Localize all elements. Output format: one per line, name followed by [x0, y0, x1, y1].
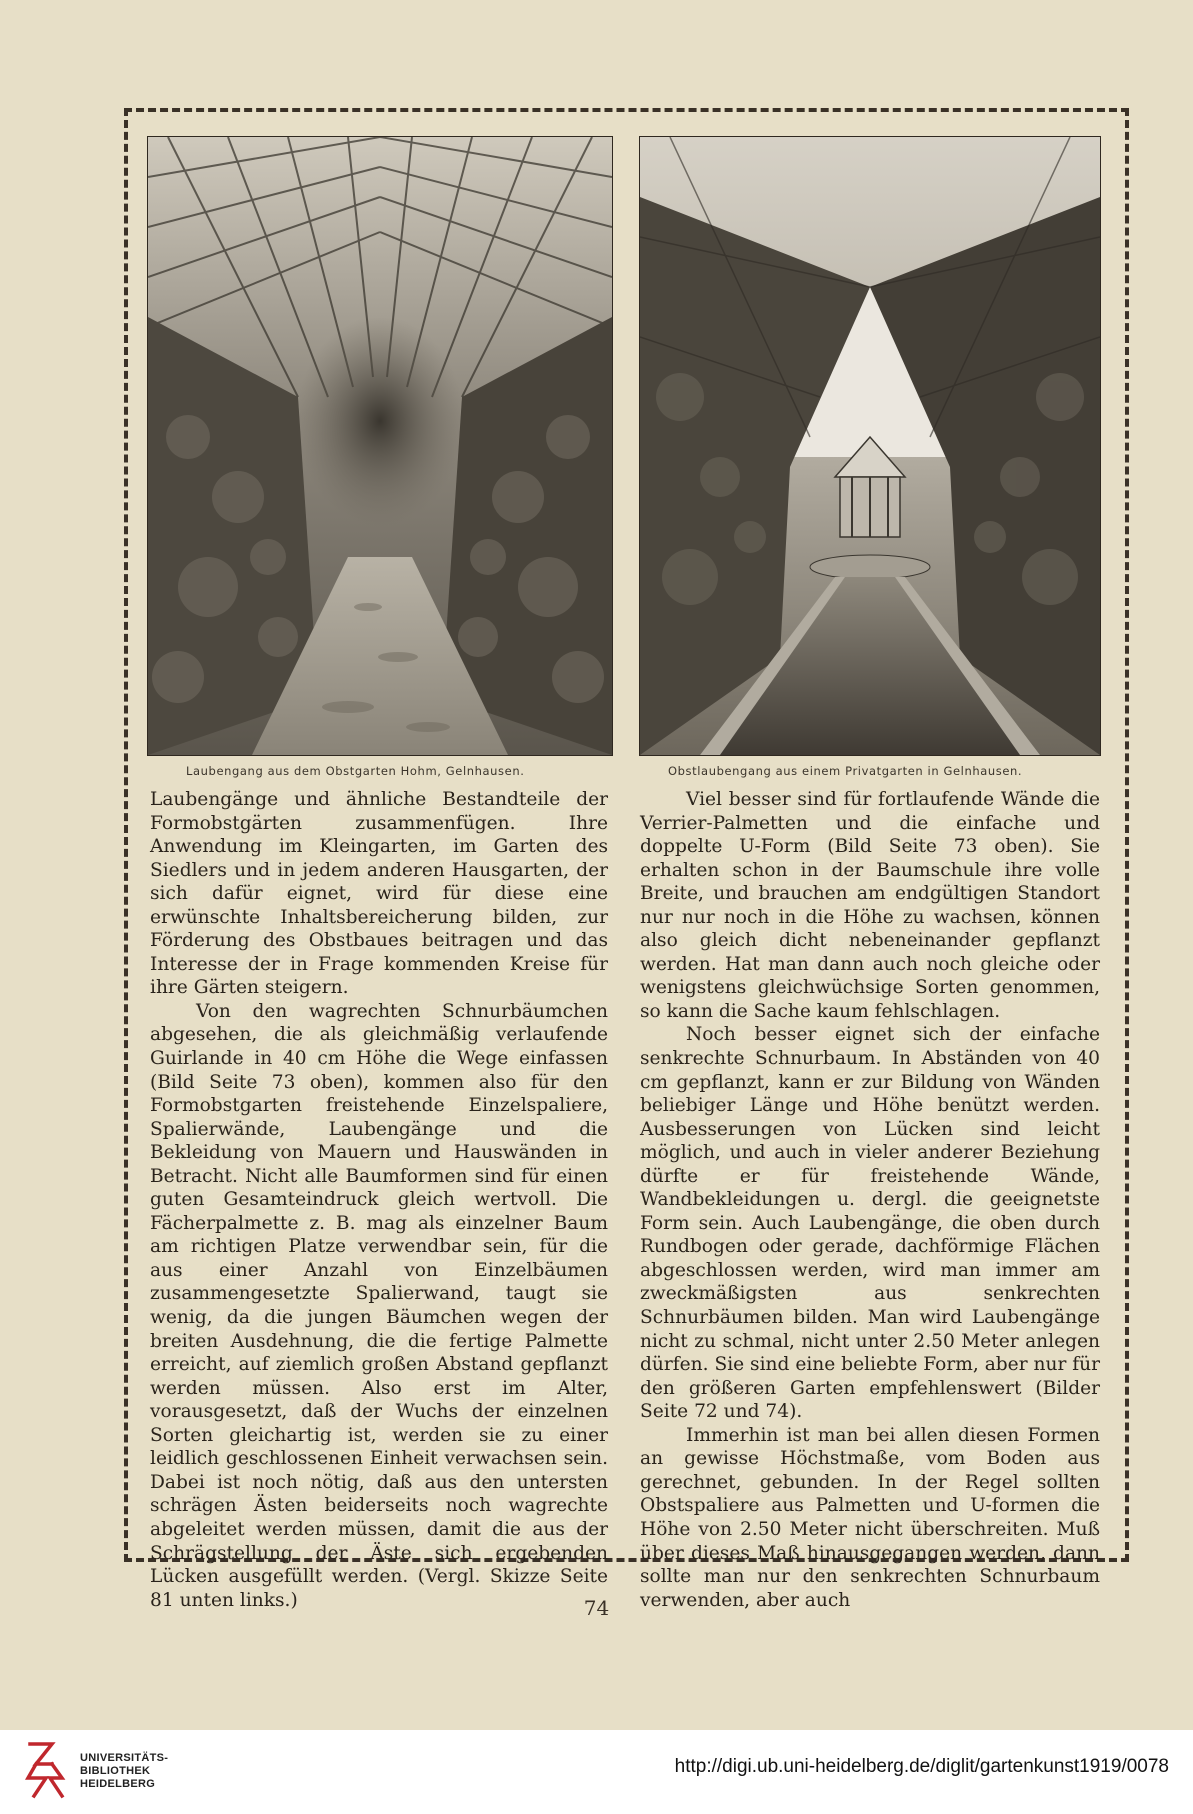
caption-right-photo: Obstlaubengang aus einem Privatgarten in Gelnhausen. — [668, 764, 1023, 778]
paragraph: Viel besser sind für fortlaufende Wände die Verrier-Palmetten und die einfache und doppelte U-Form (Bild Seite 73 oben). Sie erhalten schon in der Baumschule ihre volle Breite, und brauchen am endgültigen Standort nur nur noch in die Höhe zu wachsen, können also gleich dicht nebeneinander gepflanzt werden. Hat man dann auch noch gleiche oder wenigstens gleichwüchsige Sorten genommen, so kann die Sache kaum fehlschlagen. — [640, 789, 1100, 1022]
paragraph: Von den wagrechten Schnurbäumchen abgesehen, die als gleichmäßig verlaufende Guirlande in 40 cm Höhe die Wege einfassen (Bild Seite 73 oben), kommen also für den Formobstgarten freistehende Einzelspaliere, Spalierwände, Laubengänge und die Bekleidung von Mauern und Hauswänden in Betracht. Nicht alle Baumformen sind für einen guten Gesamteindruck gleich wertvoll. Die Fächerpalmette z. B. mag als einzelner Baum am richtigen Platze verwendbar sein, für die aus einer Anzahl von Einzelbäumen zusammengesetzte Spalierwand, taugt sie wenig, da die jungen Bäumchen wegen der breiten Ausdehnung, die die fertige Palmette erreicht, auf ziemlich großen Abstand gepflanzt werden müssen. Also erst im Alter, vorausgesetzt, daß der Wuchs der einzelnen Sorten gleichartig ist, werden sie zu einer leidlich geschlossenen Einheit verwachsen sein. Dabei ist noch nötig, daß aus den untersten schrägen Ästen beiderseits noch wagrechte abgeleitet werden müssen, damit die aus der Schrägstellung der Äste sich ergebenden Lücken ausgefüllt werden. (Vergl. Skizze Seite 81 unten links.) — [150, 1000, 608, 1611]
university-library-logo-icon — [22, 1738, 72, 1802]
paragraph: Noch besser eignet sich der einfache senkrechte Schnurbaum. In Abständen von 40 cm gepflanzt, kann er zur Bildung von Wänden beliebiger Länge und Höhe benützt werden. Ausbesserungen von Lücken sind leicht möglich, und auch in vieler anderer Beziehung dürfte er für freistehende Wände, Wandbekleidungen u. dergl. die geeignetste Form sein. Auch Laubengänge, die oben durch Rundbogen oder gerade, dachförmige Flächen abgeschlossen werden, wird man immer am zweckmäßigsten aus senkrechten Schnurbäumen bilden. Man wird Laubengänge nicht zu schmal, nicht unter 2.50 Meter anlegen dürfen. Sie sind eine beliebte Form, aber nur für den größeren Garten empfehlenswert (Bilder Seite 72 und 74). — [640, 1024, 1100, 1423]
text-column-left — [150, 788, 608, 1612]
paragraph: Immerhin ist man bei allen diesen Formen an gewisse Höchstmaße, vom Boden aus gerechnet, gebunden. In der Regel sollten Obstspaliere aus Palmetten und U-formen die Höhe von 2.50 Meter nicht überschreiten. Muß über dieses Maß hinausgegangen werden, dann sollte man nur den senkrechten Schnurbaum verwenden, aber auch — [640, 1424, 1100, 1611]
text-column-right — [640, 788, 1100, 1612]
photo-arbor-private-garden — [639, 136, 1101, 756]
page-number: 74 — [583, 1596, 610, 1620]
photo-arbor-hohm — [147, 136, 613, 756]
source-url-link[interactable]: http://digi.ub.uni-heidelberg.de/diglit/gartenkunst1919/0078 — [674, 1756, 1169, 1777]
caption-left-photo: Laubengang aus dem Obstgarten Hohm, Gelnhausen. — [186, 764, 525, 778]
library-name: UNIVERSITÄTS- BIBLIOTHEK HEIDELBERG — [80, 1752, 169, 1790]
paragraph: Laubengänge und ähnliche Bestandteile der Formobstgärten zusammenfügen. Ihre Anwendung im Kleingarten, im Garten des Siedlers und in jedem anderen Hausgarten, der sich dafür eignet, wird für diese eine erwünschte Inhaltsbereicherung bilden, zur Förderung des Obstbaues beitragen und das Interesse der in Frage kommenden Kreise für ihre Gärten steigern. — [150, 789, 608, 999]
